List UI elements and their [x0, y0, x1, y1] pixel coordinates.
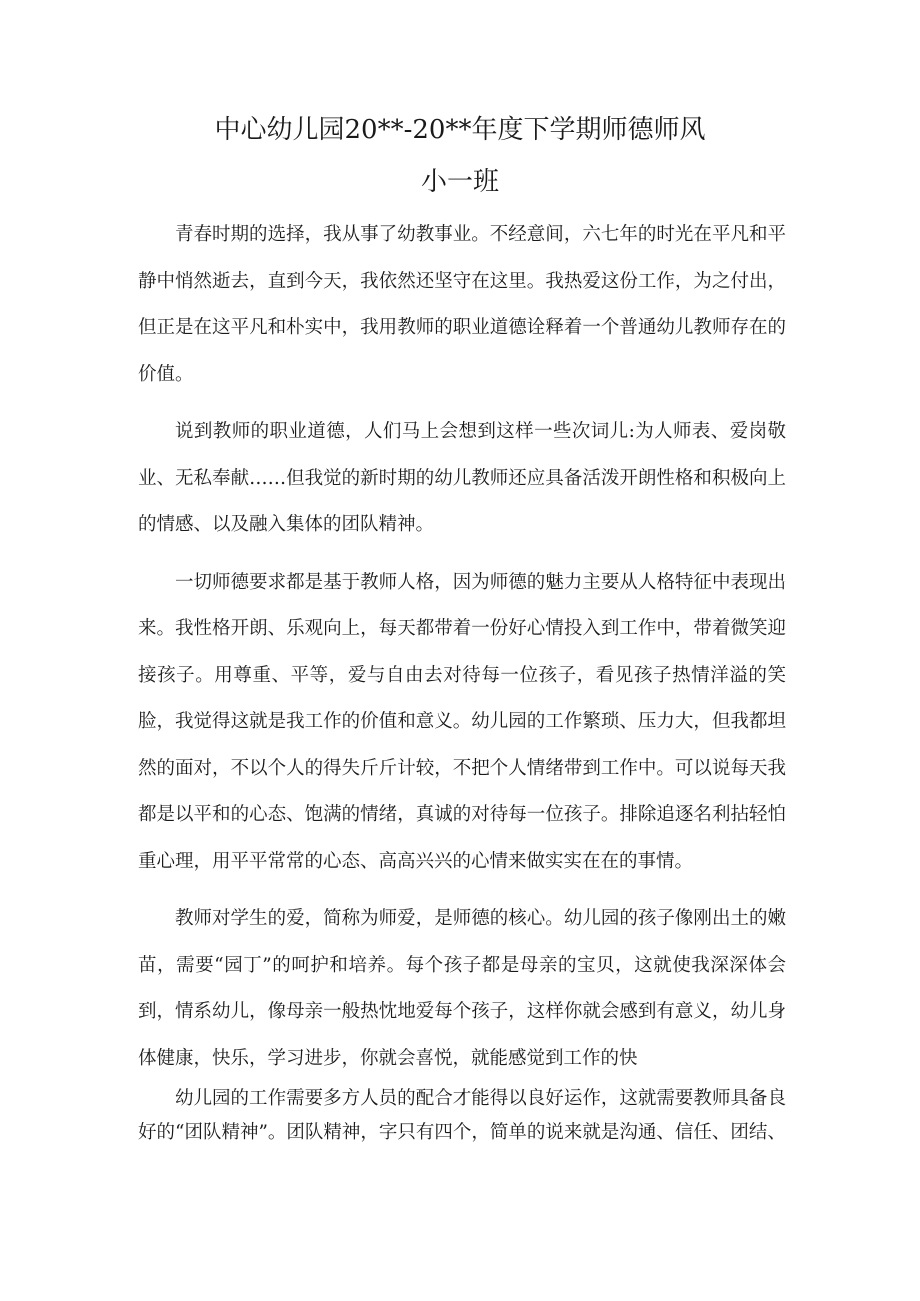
- document-subtitle: 小一班: [420, 167, 499, 197]
- paragraph-3: 一切师德要求都是基于教师人格，因为师德的魅力主要从人格特征中表现出来。我性格开朗、乐观向上，每天都带着一份好心情投入到工作中，带着微笑迎接孩子。用尊重、平等，爱与自由去对待每一位孩子，看见孩子热情洋溢的笑脸，我觉得这就是我工作的价值和意义。幼儿园的工作繁琐、压力大，但我都坦然的面对，不以个人的得失斤斤计较，不把个人情绪带到工作中。可以说每天我都是以平和的心态、饱满的情绪，真诚的对待每一位孩子。排除追逐名利拈轻怕重心理，用平平常常的心态、高高兴兴的心情来做实实在在的事情。: [138, 571, 786, 872]
- document-body: [138, 212, 786, 1150]
- paragraph-4: 教师对学生的爱，简称为师爱，是师德的核心。幼儿园的孩子像刚出土的嫩苗，需要“园丁”的呵护和培养。每个孩子都是母亲的宝贝，这就使我深深体会到，情系幼儿，像母亲一般热忱地爱每个孩子，这样你就会感到有意义，幼儿身体健康，快乐，学习进步，你就会喜悦，就能感觉到工作的快: [138, 908, 786, 1069]
- document-title: 中心幼儿园20**-20**年度下学期师德师风: [214, 115, 706, 145]
- paragraph-2: 说到教师的职业道德，人们马上会想到这样一些次词儿:为人师表、爱岗敬业、无私奉献……但我觉的新时期的幼儿教师还应具备活泼开朗性格和积极向上的情感、以及融入集体的团队精神。: [138, 421, 786, 535]
- paragraph-1: 青春时期的选择，我从事了幼教事业。不经意间，六七年的时光在平凡和平静中悄然逝去，直到今天，我依然还坚守在这里。我热爱这份工作，为之付出，但正是在这平凡和朴实中，我用教师的职业道德诠释着一个普通幼儿教师存在的价值。: [138, 224, 786, 385]
- paragraph-5: 幼儿园的工作需要多方人员的配合才能得以良好运作，这就需要教师具备良好的“团队精神”。团队精神，字只有四个，简单的说来就是沟通、信任、团结、: [138, 1088, 786, 1143]
